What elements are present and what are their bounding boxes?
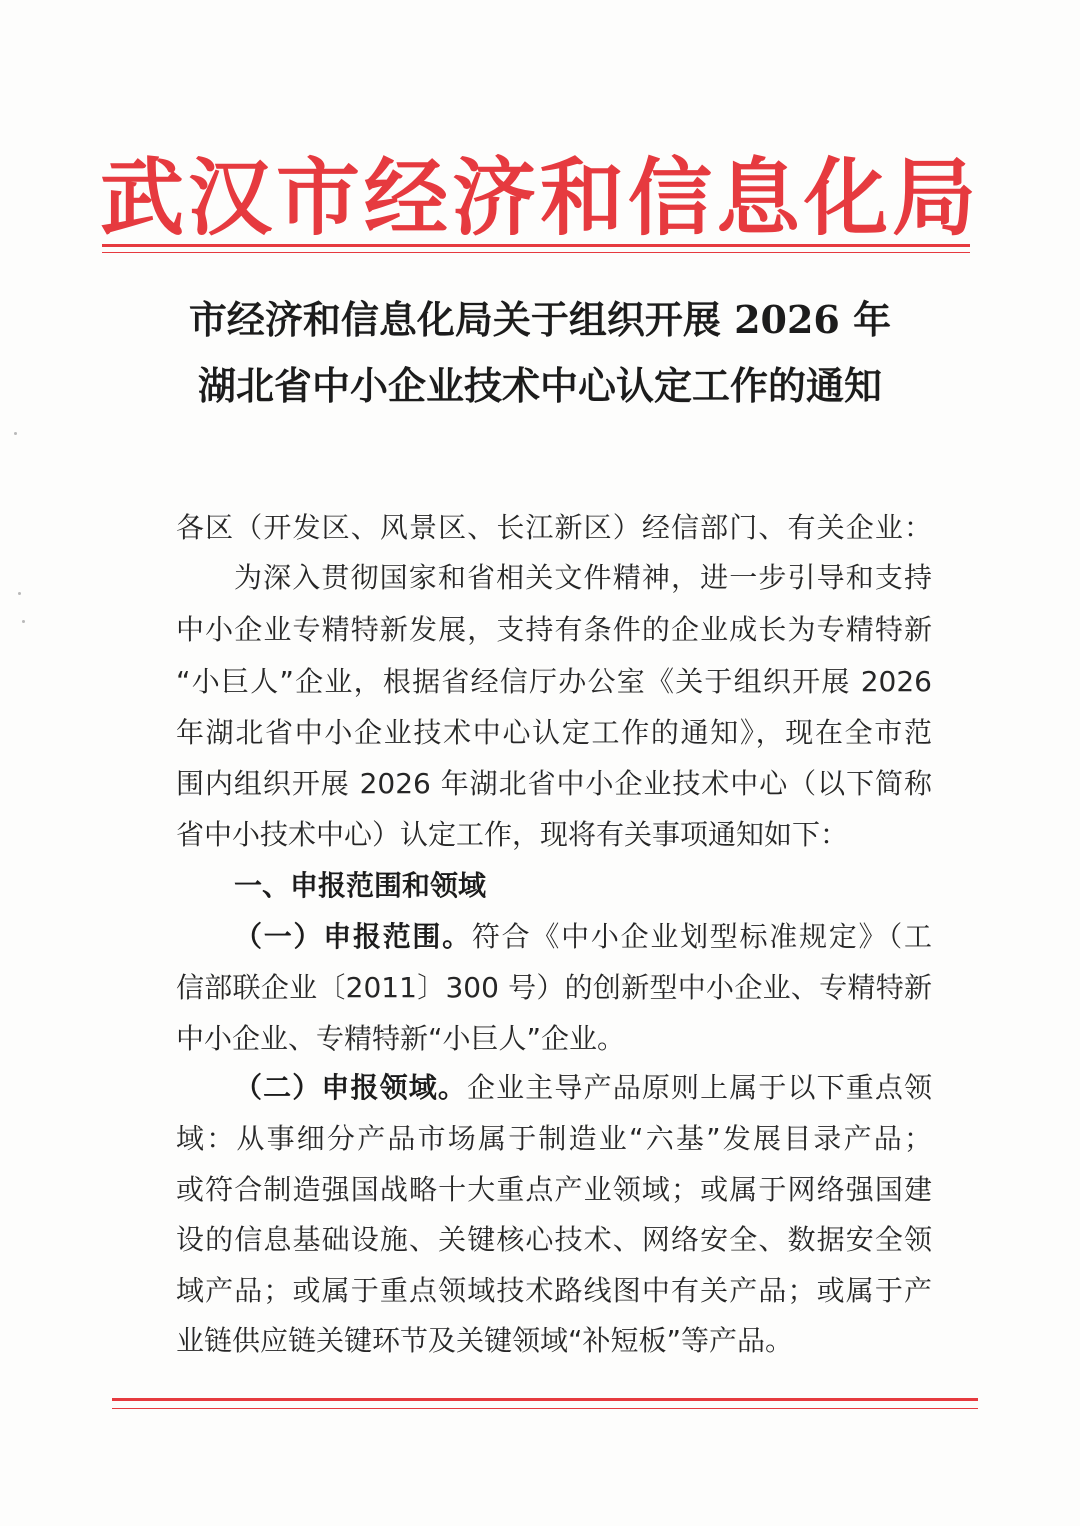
scope-line: 信部联企业〔2011〕300 号）的创新型中小企业、专精特新 bbox=[176, 971, 932, 1004]
intro-line: “小巨人”企业，根据省经信厅办公室《关于组织开展 2026 bbox=[176, 665, 932, 698]
document-title-line-2: 湖北省中小企业技术中心认定工作的通知 bbox=[197, 363, 882, 408]
scope-text: 符合《中小企业划型标准规定》（工 bbox=[471, 920, 932, 953]
intro-line: 为深入贯彻国家和省相关文件精神，进一步引导和支持 bbox=[234, 561, 932, 594]
field-line bbox=[234, 1068, 932, 1108]
field-label: （二）申报领域。 bbox=[234, 1071, 468, 1104]
scan-speck bbox=[14, 432, 17, 435]
intro-line: 年湖北省中小企业技术中心认定工作的通知》，现在全市范 bbox=[176, 716, 932, 749]
scope-label: （一）申报范围。 bbox=[234, 920, 472, 953]
masthead-rule-thick bbox=[102, 244, 970, 247]
field-line: 域产品；或属于重点领域技术路线图中有关产品；或属于产 bbox=[176, 1274, 932, 1307]
footer-rule-thin bbox=[112, 1408, 978, 1409]
field-line: 设的信息基础设施、关键核心技术、网络安全、数据安全领 bbox=[176, 1223, 932, 1256]
field-line: 业链供应链关键环节及关键领域“补短板”等产品。 bbox=[176, 1324, 794, 1357]
intro-line: 围内组织开展 2026 年湖北省中小企业技术中心（以下简称 bbox=[176, 767, 932, 800]
intro-line: 省中小技术中心）认定工作，现将有关事项通知如下： bbox=[176, 818, 849, 851]
field-line: 或符合制造强国战略十大重点产业领域；或属于网络强国建 bbox=[176, 1173, 932, 1206]
field-text: 企业主导产品原则上属于以下重点领 bbox=[467, 1071, 932, 1104]
scan-speck bbox=[18, 592, 21, 595]
masthead-org-name: 武汉市经济和信息化局 bbox=[100, 148, 981, 247]
document-title-line-1: 市经济和信息化局关于组织开展 2026 年 bbox=[188, 297, 892, 342]
field-line: 域：从事细分产品市场属于制造业“六基”发展目录产品； bbox=[176, 1122, 932, 1155]
intro-line: 中小企业专精特新发展，支持有条件的企业成长为专精特新 bbox=[176, 613, 932, 646]
scan-speck bbox=[22, 620, 25, 623]
salutation: 各区（开发区、风景区、长江新区）经信部门、有关企业： bbox=[176, 511, 932, 544]
scope-line: 中小企业、专精特新“小巨人”企业。 bbox=[176, 1022, 626, 1055]
masthead-rule-thin bbox=[102, 252, 970, 253]
section-heading: 一、申报范围和领域 bbox=[234, 869, 487, 902]
footer-rule-thick bbox=[112, 1398, 978, 1401]
scope-line bbox=[234, 917, 932, 957]
